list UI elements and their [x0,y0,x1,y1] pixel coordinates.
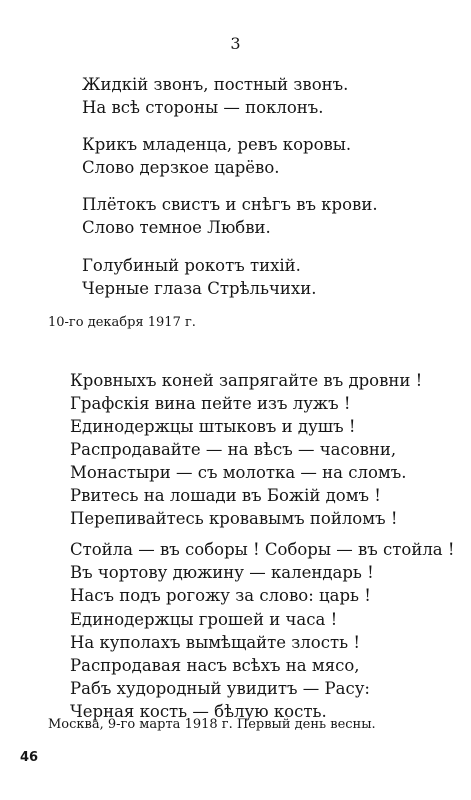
poem-line: Распродавая насъ всѣхъ на мясо, [70,656,360,675]
poem1-date: 10-го декабря 1917 г. [48,315,196,330]
poem2-date: Москва, 9-го марта 1918 г. Первый день весны. [48,717,376,732]
poem-line: Плётокъ свистъ и снѣгъ въ крови. [82,195,378,214]
poem1-stanza-2 [82,133,351,179]
poem-line: Черные глаза Стрѣльчихи. [82,279,317,298]
poem-line: Въ чортову дюжину — календарь ! [70,563,374,582]
poem2-stanza-4 [70,608,370,723]
poem-line: Кровныхъ коней запрягайте въ дровни ! [70,371,423,390]
poem-line: Графскія вина пейте изъ лужъ ! [70,394,351,413]
poem-line: Единодержцы штыковъ и душъ ! [70,417,356,436]
poem-line: Распродавайте — на вѣсъ — часовни, [70,440,397,459]
poem-line: Слово дерзкое царёво. [82,158,280,177]
poem-line: На куполахъ вымѣщайте злость ! [70,633,360,652]
poem-line: Стойла — въ соборы ! Соборы — въ стойла ! [70,540,455,559]
page-number: 46 [20,750,39,765]
poem-line: Насъ подъ рогожу за слово: царь ! [70,586,371,605]
poem-line: Рабъ худородный увидитъ — Расу: [70,679,370,698]
poem-line: Жидкій звонъ, постный звонъ. [82,75,349,94]
section-number: 3 [230,34,241,53]
poem-line: Голубиный рокотъ тихій. [82,256,301,275]
poem1-stanza-1 [82,73,348,119]
poem-line: Крикъ младенца, ревъ коровы. [82,135,352,154]
poem-line: На всѣ стороны — поклонъ. [82,98,324,117]
poem-line: Слово темное Любви. [82,218,271,237]
poem2-stanza-1 [70,369,422,484]
poem-line: Единодержцы грошей и часа ! [70,610,338,629]
poem1-stanza-4 [82,254,316,300]
poem-line: Перепивайтесь кровавымъ пойломъ ! [70,509,398,528]
poem-line: Монастыри — съ молотка — на сломъ. [70,463,407,482]
poem2-stanza-2 [70,484,397,530]
poem-line: Рвитесь на лошади въ Божій домъ ! [70,486,381,505]
poem1-stanza-3 [82,193,378,239]
poem-line: Черная кость — бѣлую кость. [70,702,327,721]
poem2-stanza-3 [70,538,455,607]
